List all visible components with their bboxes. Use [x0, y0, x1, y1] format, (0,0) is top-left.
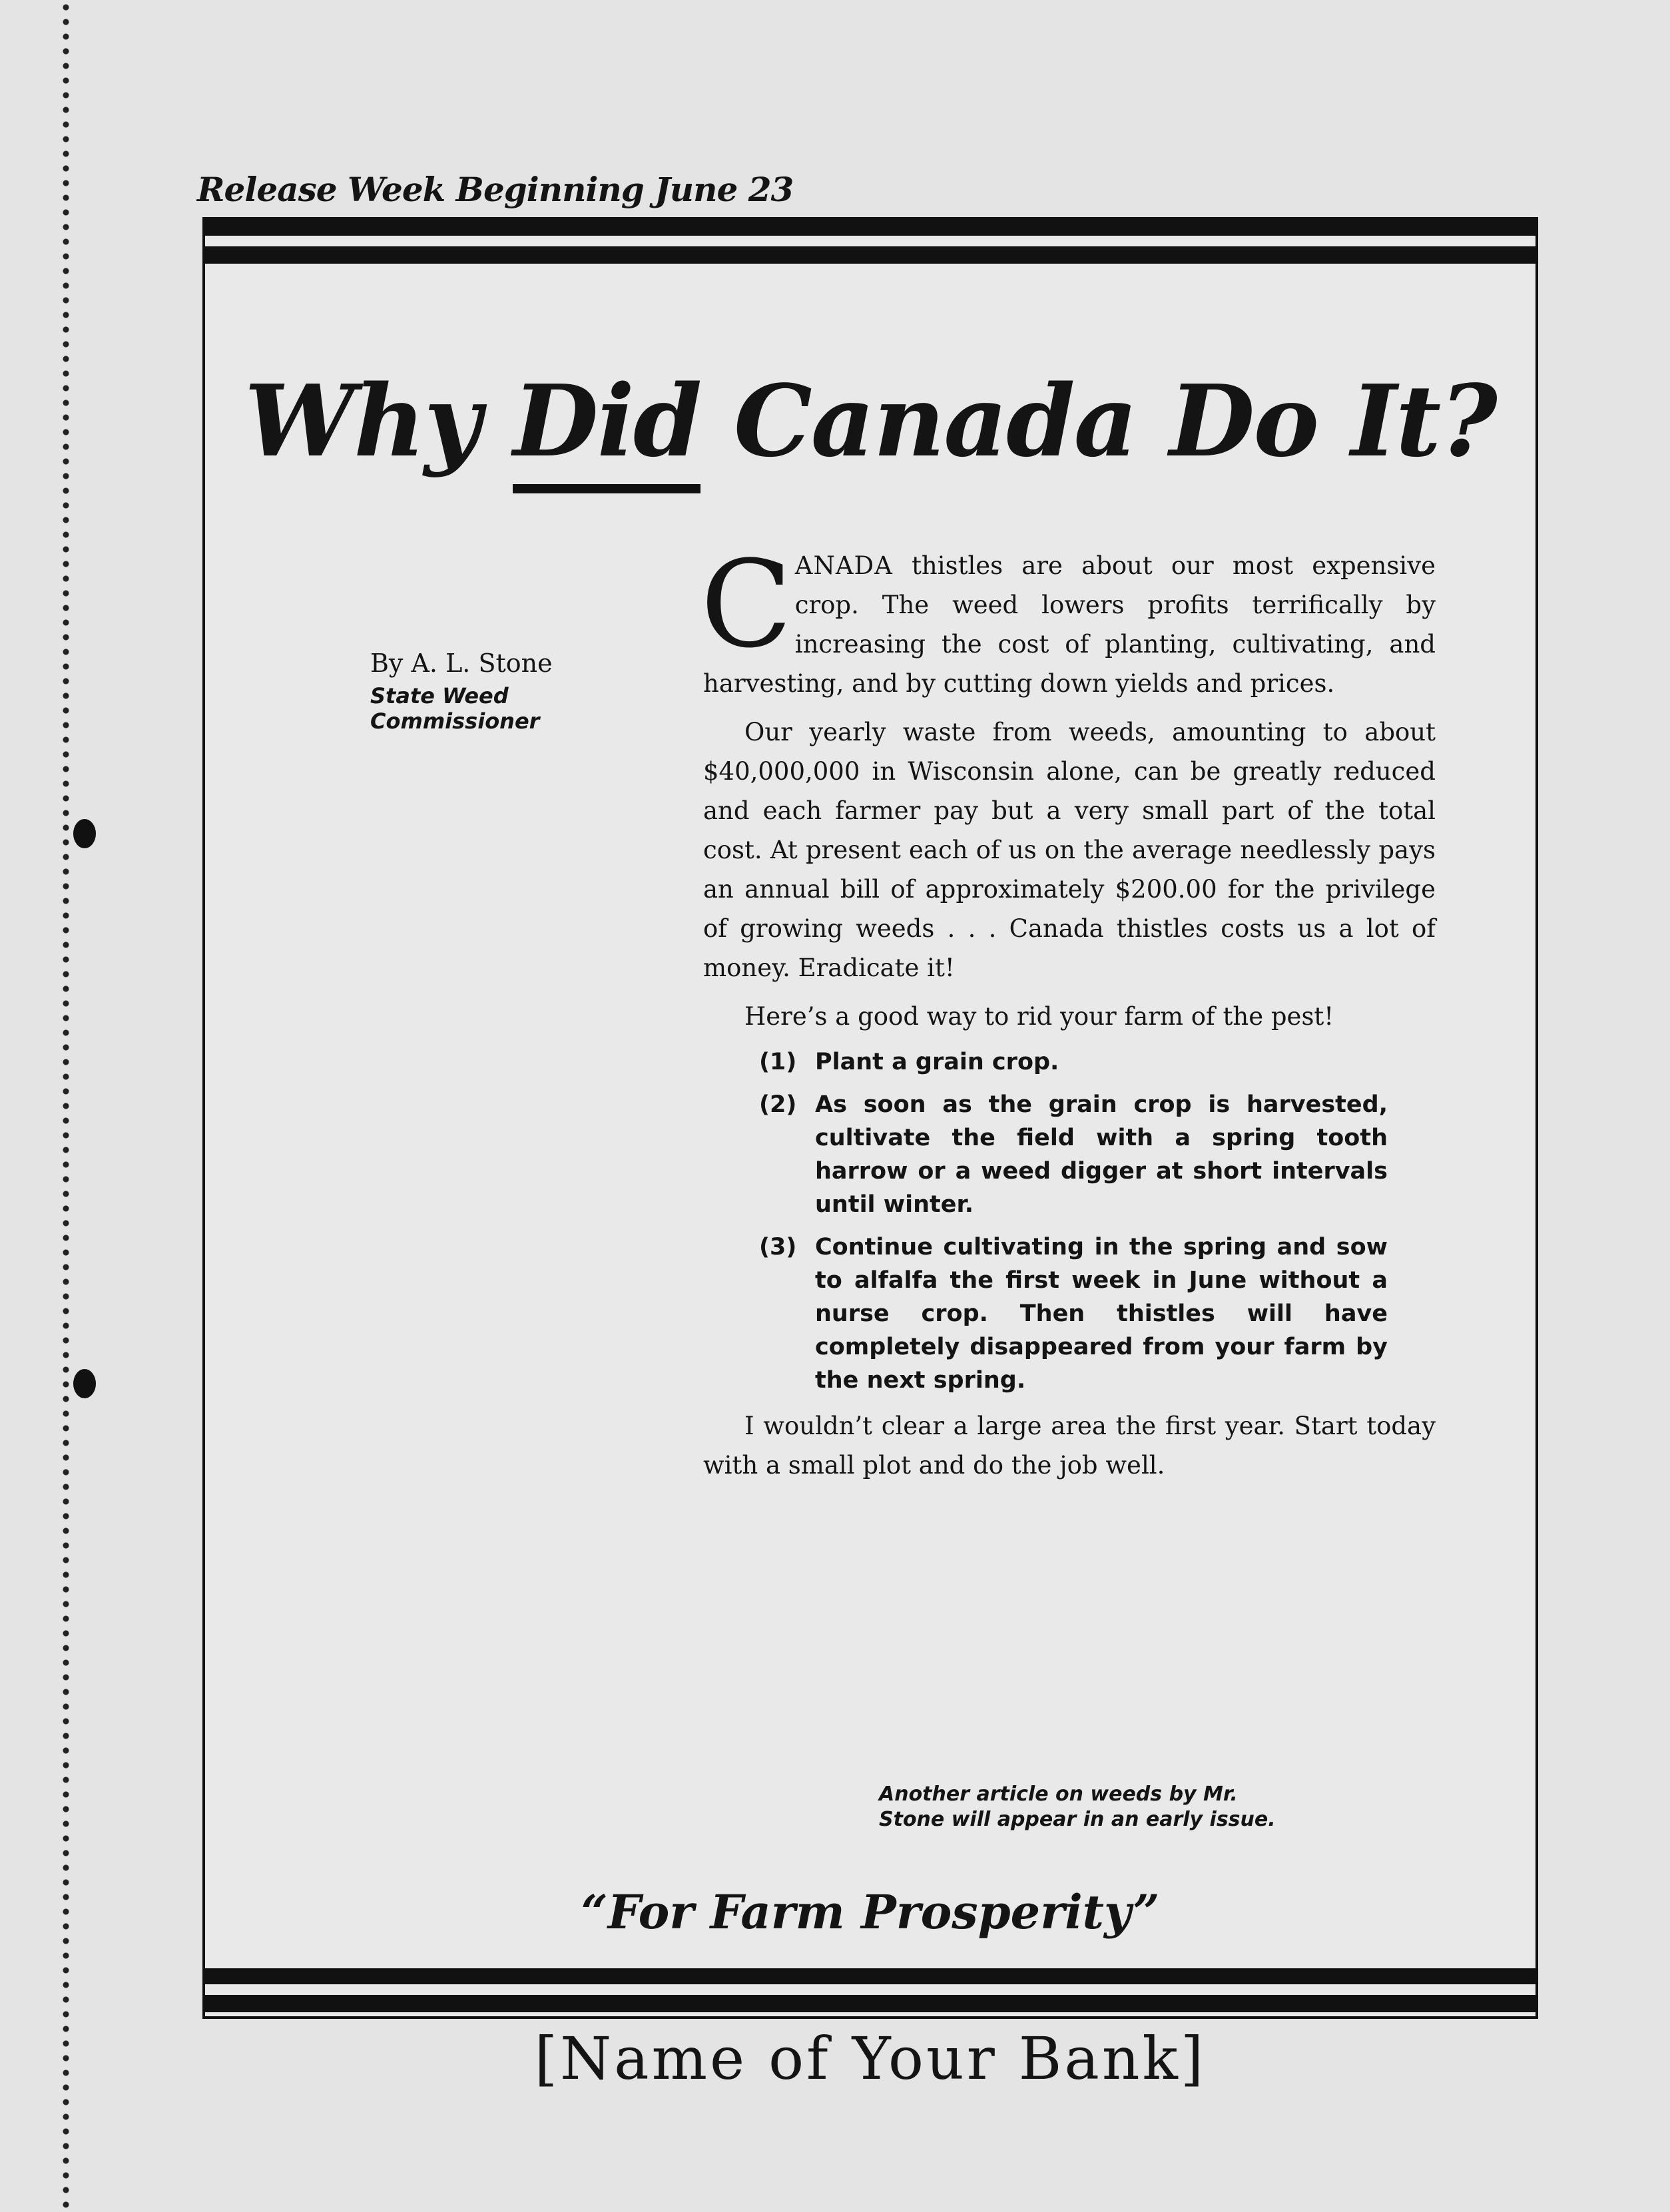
headline-after: Canada Do It? — [700, 363, 1496, 479]
list-item — [703, 1088, 1436, 1221]
byline-title-line1: State Weed — [370, 683, 509, 708]
paragraph-4: I wouldn’t clear a large area the first year. Start today with a small plot and do the job well. — [703, 1412, 1436, 1480]
paragraph-2: Our yearly waste from weeds, amounting to about $40,000,000 in Wisconsin alone, can be greatly reduced and each farmer pay but a very small part of the total cost. At present each of us on the average needlessly pays an annual bill of approximately $200.00 for the privilege of growing weeds . . . Canada thistles costs us a lot of money. Eradicate it! — [703, 718, 1436, 982]
byline-title-line2: Commissioner — [370, 708, 540, 734]
paragraph-1-caps: ANADA — [794, 551, 893, 580]
top-rule — [205, 220, 1535, 268]
byline-title — [370, 683, 539, 734]
drop-cap: C — [700, 535, 792, 675]
step-number: (1) — [759, 1049, 797, 1075]
slogan: “For Farm Prosperity” — [581, 1884, 1160, 1940]
step-text: Continue cultivating in the spring and sow to alfalfa the first week in June without a nurse crop. Then thistles will have completely disappeared from your farm by the next spring. — [815, 1234, 1388, 1394]
article-body — [700, 535, 1436, 1494]
bottom-rule — [205, 1968, 1535, 2016]
editor-note — [879, 1782, 1276, 1832]
headline — [205, 363, 1535, 493]
paragraph-1-text: thistles are about our most expensive crop. The weed lowers profits terrifically by increasing the cost of planting, cultivating, and harvesting, and by cutting down yields and prices. — [703, 551, 1436, 698]
ad-frame — [202, 217, 1538, 2093]
steps-list — [703, 1045, 1436, 1397]
paragraph-3: Here’s a good way to rid your farm of the pest! — [744, 1002, 1334, 1031]
list-item — [703, 1045, 1436, 1079]
step-text: Plant a grain crop. — [815, 1049, 1059, 1075]
headline-before: Why — [244, 363, 513, 479]
ink-blot — [73, 819, 96, 848]
paragraph-1 — [700, 535, 1436, 703]
step-text: As soon as the grain crop is harvested, cultivate the field with a spring tooth harrow or a weed digger at short intervals until winter. — [815, 1091, 1388, 1218]
byline-author: By A. L. Stone — [370, 649, 553, 678]
bank-name-placeholder: [Name of Your Bank] — [534, 2024, 1207, 2093]
editor-note-line1: Another article on weeds by Mr. — [879, 1783, 1238, 1806]
binding-holes — [61, 0, 71, 2212]
headline-emphasis: Did — [513, 363, 700, 493]
release-line: Release Week Beginning June 23 — [197, 170, 794, 209]
step-number: (3) — [759, 1234, 797, 1260]
step-number: (2) — [759, 1091, 797, 1118]
editor-note-line2: Stone will appear in an early issue. — [879, 1808, 1276, 1831]
list-item — [703, 1231, 1436, 1397]
ink-blot — [73, 1369, 96, 1398]
